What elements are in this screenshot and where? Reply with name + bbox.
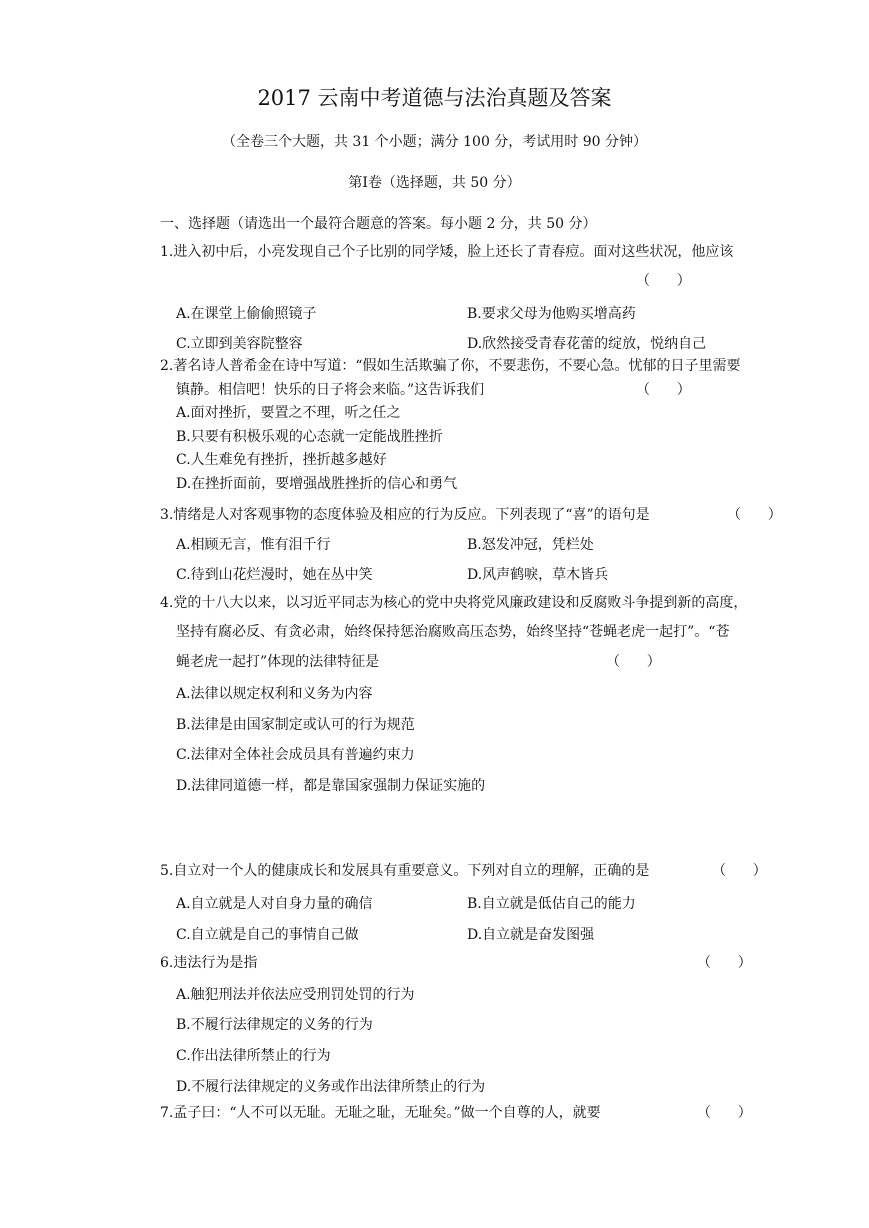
answer-blank: （ ） [697, 1105, 752, 1121]
question-stem-cont: 坚持有腐必反、有贪必肃，始终保持惩治腐败高压态势，始终坚持“苍蝇老虎一起打”。“苍 [176, 624, 730, 640]
answer-blank: （ ） [712, 863, 767, 879]
option-d: D.在挫折面前，要增强战胜挫折的信心和勇气 [176, 476, 458, 492]
question-stem: 2.著名诗人普希金在诗中写道：“假如生活欺骗了你，不要悲伤，不要心急。忧郁的日子里需要 [160, 358, 741, 374]
option-b: B.怒发冲冠，凭栏处 [467, 537, 594, 553]
part-heading: 一、选择题（请选出一个最符合题意的答案。每小题 2 分，共 50 分） [160, 216, 597, 232]
answer-blank: （ ） [697, 955, 752, 971]
option-b: B.只要有积极乐观的心态就一定能战胜挫折 [176, 429, 443, 445]
option-c: C.法律对全体社会成员具有普遍约束力 [176, 747, 415, 763]
question-stem: 1.进入初中后，小亮发现自己个子比别的同学矮，脸上还长了青春痘。面对这些状况，他应该 [160, 244, 734, 260]
answer-blank: （ ） [636, 273, 691, 289]
question-stem: 3.情绪是人对客观事物的态度体验及相应的行为反应。下列表现了“喜”的语句是 [160, 507, 650, 523]
option-a: A.面对挫折，要置之不理，听之任之 [176, 405, 401, 421]
option-d: D.法律同道德一样，都是靠国家强制力保证实施的 [176, 778, 486, 794]
exam-info: （全卷三个大题，共 31 个小题；满分 100 分，考试用时 90 分钟） [221, 134, 648, 150]
question-stem: 5.自立对一个人的健康成长和发展具有重要意义。下列对自立的理解，正确的是 [160, 863, 650, 879]
option-d: D.风声鹤唳，草木皆兵 [467, 567, 609, 583]
option-b: B.法律是由国家制定或认可的行为规范 [176, 717, 415, 733]
option-d: D.欣然接受青春花蕾的绽放，悦纳自己 [467, 336, 707, 352]
option-a: A.法律以规定权利和义务为内容 [176, 686, 373, 702]
question-stem-cont: 蝇老虎一起打”体现的法律特征是 [176, 654, 380, 670]
question-stem: 6.违法行为是指 [160, 955, 258, 971]
option-c: C.人生难免有挫折，挫折越多越好 [176, 452, 387, 468]
question-stem-cont: 镇静。相信吧！快乐的日子将会来临。”这告诉我们 [176, 382, 485, 398]
option-b: B.自立就是低估自己的能力 [467, 896, 636, 912]
option-b: B.不履行法律规定的义务的行为 [176, 1017, 373, 1033]
option-c: C.自立就是自己的事情自己做 [176, 927, 359, 943]
page-title: 2017 云南中考道德与法治真题及答案 [257, 86, 612, 110]
option-c: C.作出法律所禁止的行为 [176, 1048, 331, 1064]
option-a: A.相顾无言，惟有泪千行 [176, 537, 331, 553]
option-a: A.在课堂上偷偷照镜子 [176, 306, 317, 322]
option-b: B.要求父母为他购买增高药 [467, 306, 636, 322]
option-d: D.自立就是奋发图强 [467, 927, 595, 943]
option-d: D.不履行法律规定的义务或作出法律所禁止的行为 [176, 1079, 486, 1095]
answer-blank: （ ） [636, 382, 691, 398]
option-c: C.待到山花烂漫时，她在丛中笑 [176, 567, 373, 583]
option-a: A.自立就是人对自身力量的确信 [176, 896, 373, 912]
section-title: 第Ⅰ卷（选择题，共 50 分） [348, 175, 521, 191]
question-stem: 4.党的十八大以来，以习近平同志为核心的党中央将党风廉政建设和反腐败斗争提到新的高度， [160, 595, 748, 611]
answer-blank: （ ） [606, 654, 661, 670]
option-a: A.触犯刑法并依法应受刑罚处罚的行为 [176, 987, 415, 1003]
option-c: C.立即到美容院整容 [176, 336, 303, 352]
answer-blank: （ ） [727, 507, 782, 523]
question-stem: 7.孟子曰：“人不可以无耻。无耻之耻，无耻矣。”做一个自尊的人，就要 [160, 1105, 601, 1121]
